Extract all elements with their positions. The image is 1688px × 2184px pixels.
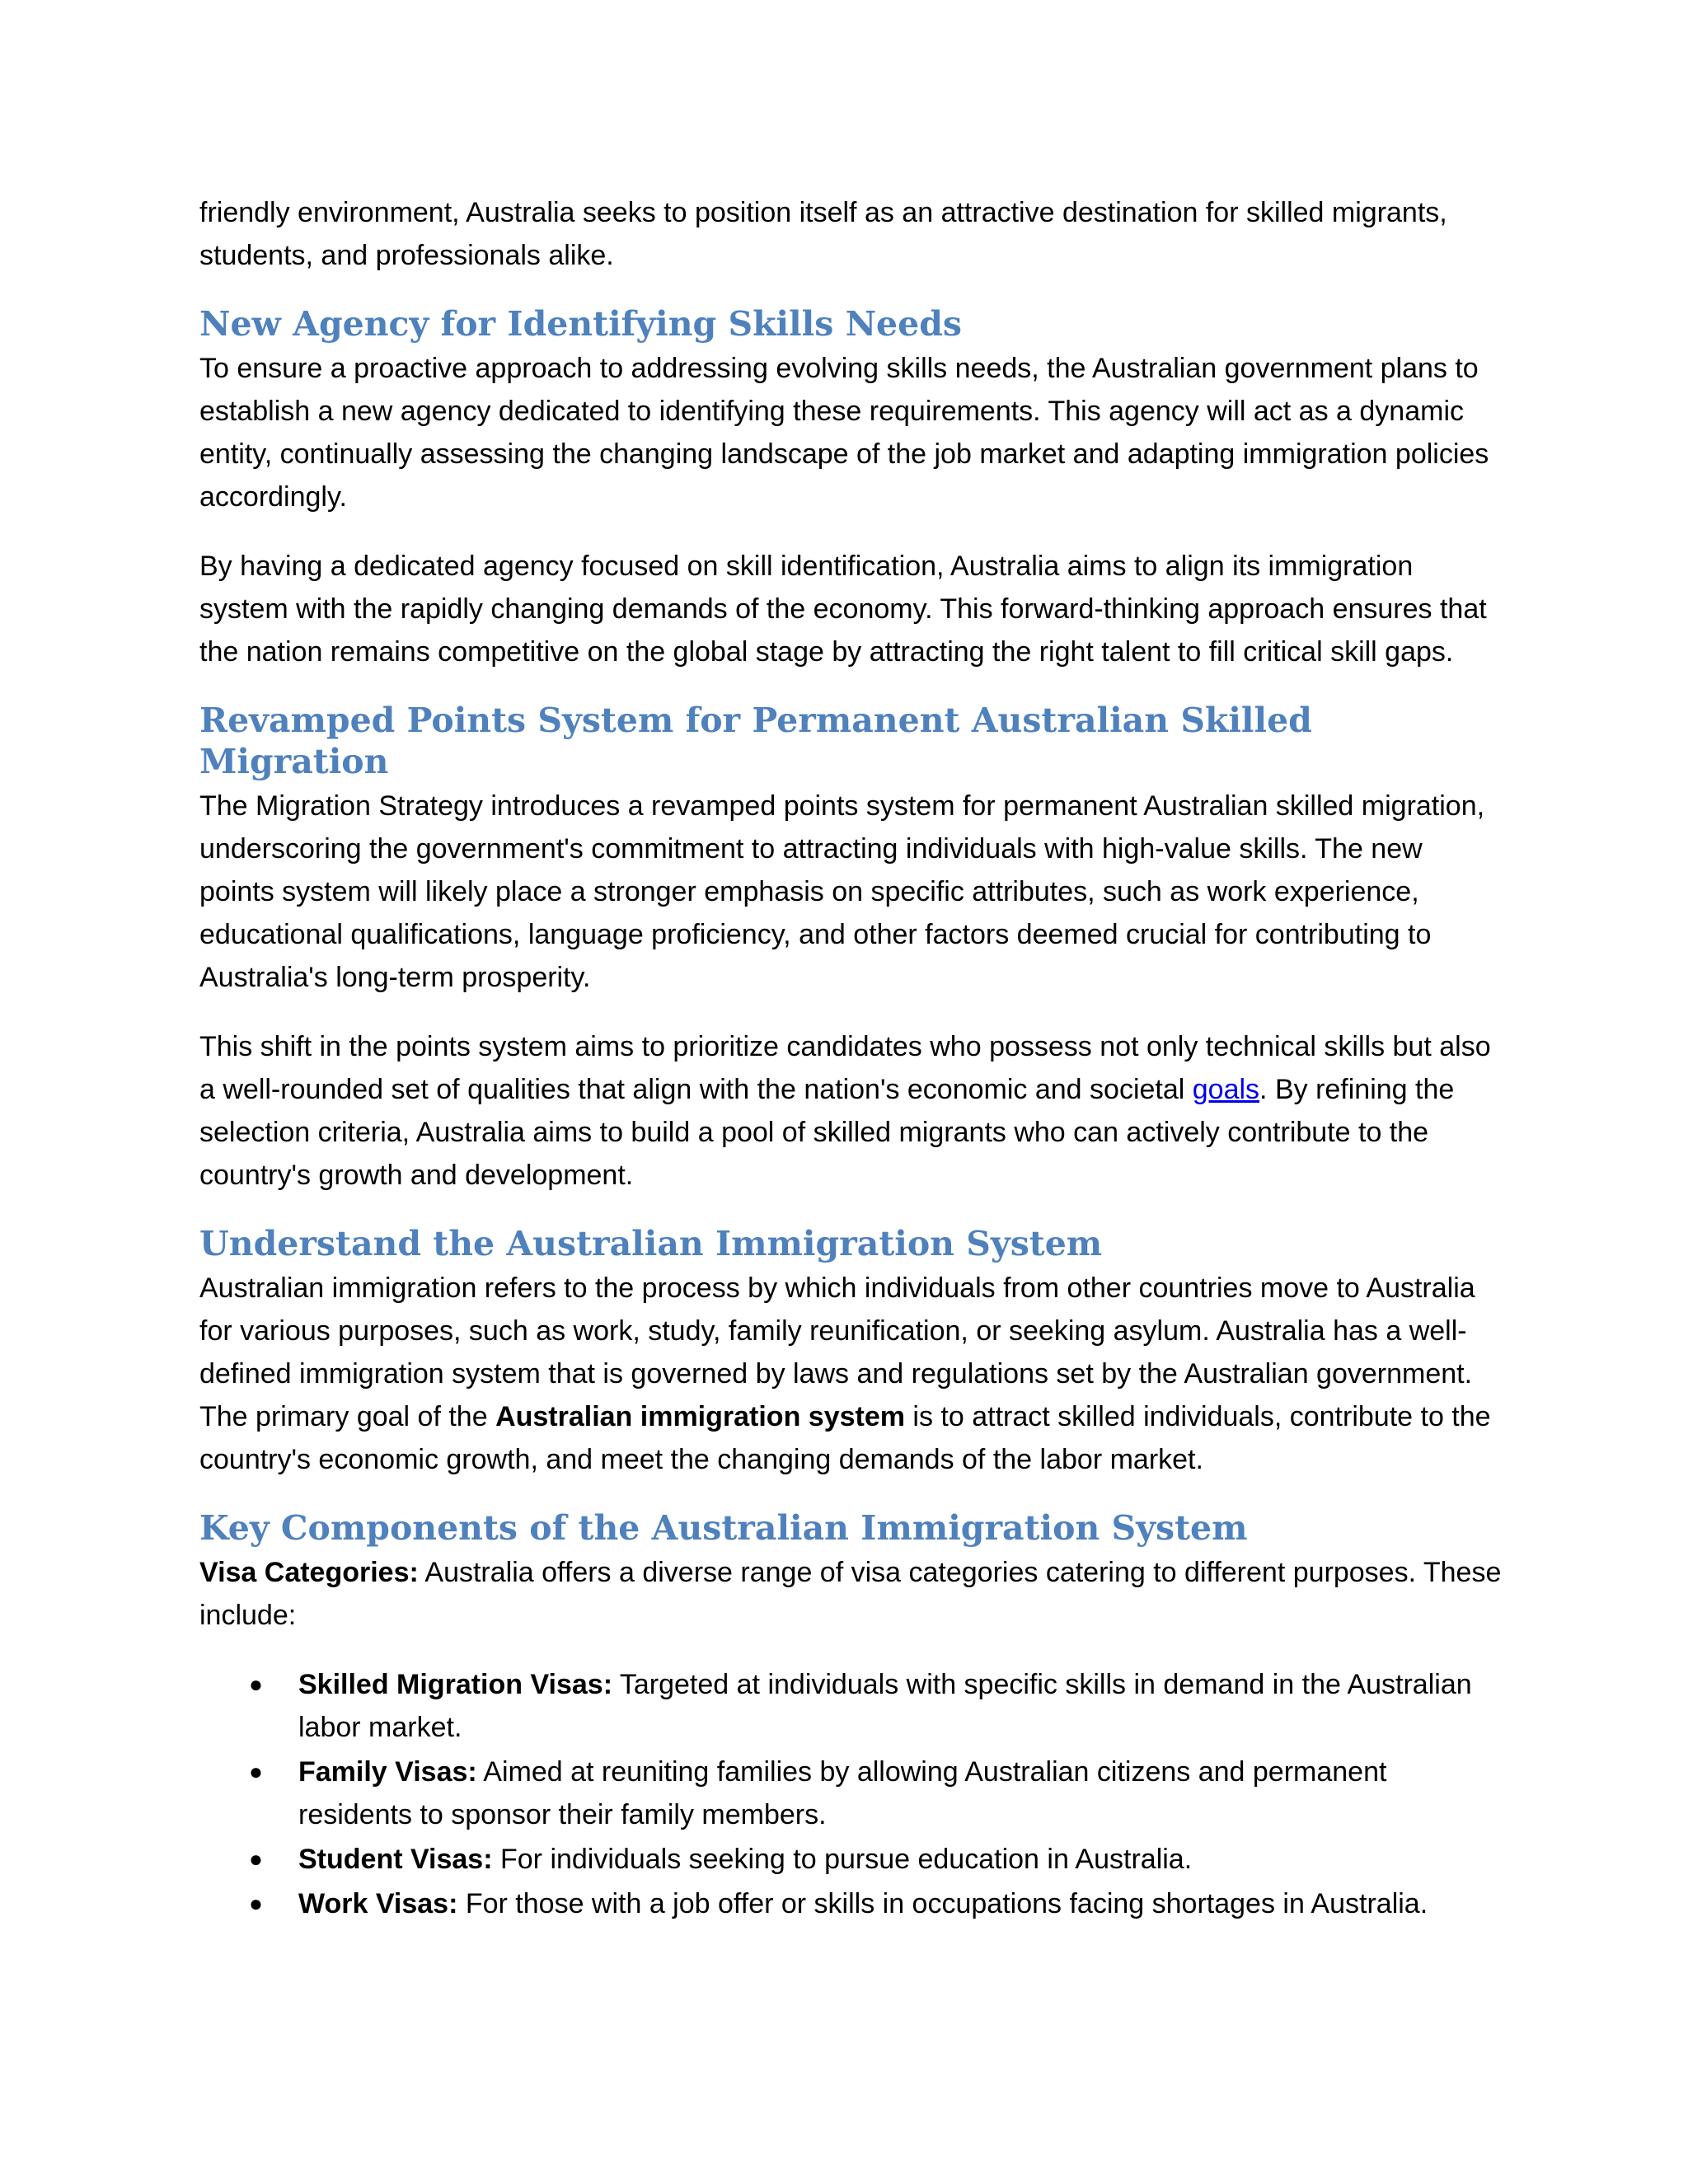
bullet-icon: ● [249, 1891, 263, 1916]
list-item-title: Family Visas: [298, 1756, 477, 1788]
list-item-text: Targeted at individuals with specific skills in demand in the Australian labor market. [298, 1669, 1472, 1743]
list-item-text: Aimed at reuniting families by allowing Australian citizens and permanent residents to sponsor their family members. [298, 1756, 1387, 1830]
points-system-text-after-link: . By refining the selection criteria, Australia aims to build a pool of skilled migrants who can actively contribute to the country's growth and development. [199, 1074, 1455, 1191]
points-system-paragraph-1: The Migration Strategy introduces a revamped points system for permanent Australian skilled migration, underscoring the government's commitment to attracting individuals with high-value skills. The new points system will likely place a stronger emphasis on specific attributes, such as work experience, educational qualifications, language proficiency, and other factors deemed crucial for contributing to Australia's long-term prosperity. [199, 790, 1485, 993]
section-heading-points-system: Revamped Points System for Permanent Australian Skilled Migration [199, 701, 1312, 781]
section-heading-skills-agency: New Agency for Identifying Skills Needs [199, 304, 962, 344]
list-item-text: For individuals seeking to pursue education in Australia. [492, 1844, 1193, 1875]
immigration-system-paragraph [199, 1267, 1502, 1481]
section-heading-immigration-system: Understand the Australian Immigration System [199, 1224, 1103, 1263]
list-item-title: Student Visas: [298, 1844, 493, 1875]
section-heading-key-components: Key Components of the Australian Immigration System [199, 1508, 1248, 1548]
bullet-icon: ● [249, 1759, 263, 1784]
immigration-text-before-bold: Australian immigration refers to the process by which individuals from other countries move to Australia for various purposes, such as work, study, family reunification, or seeking asylum. Australia has a well-defined immigration system that is governed by laws and regulations set by the Australian government. The primary goal of the [199, 1272, 1475, 1432]
immigration-text-after-bold: is to attract skilled individuals, contribute to the country's economic growth, and meet the changing demands of the labor market. [199, 1401, 1491, 1475]
skills-agency-paragraph-2: By having a dedicated agency focused on skill identification, Australia aims to align its immigration system with the rapidly changing demands of the economy. This forward-thinking approach ensures that the nation remains competitive on the global stage by attracting the right talent to fill critical skill gaps. [199, 551, 1487, 668]
list-item [249, 1838, 1502, 1881]
visa-categories-label: Visa Categories: [199, 1557, 419, 1588]
intro-paragraph: friendly environment, Australia seeks to position itself as an attractive destination for skilled migrants, students, and professionals alike. [199, 197, 1447, 271]
list-item-title: Skilled Migration Visas: [298, 1669, 613, 1700]
points-system-paragraph-2 [199, 1025, 1502, 1197]
bullet-icon: ● [249, 1846, 263, 1872]
bullet-icon: ● [249, 1671, 263, 1697]
document-page [199, 191, 1502, 1927]
list-item [249, 1750, 1502, 1836]
skills-agency-paragraph-1: To ensure a proactive approach to addressing evolving skills needs, the Australian government plans to establish a new agency dedicated to identifying these requirements. This agency will act as a dynamic entity, continually assessing the changing landscape of the job market and adapting immigration policies accordingly. [199, 353, 1489, 513]
visa-categories-paragraph [199, 1551, 1502, 1637]
points-system-text-before-link: This shift in the points system aims to prioritize candidates who possess not only technical skills but also a well-rounded set of qualities that align with the nation's economic and societal [199, 1031, 1491, 1105]
list-item [249, 1882, 1502, 1925]
immigration-system-bold: Australian immigration system [495, 1401, 905, 1432]
visa-categories-list [199, 1663, 1502, 1925]
visa-categories-text: Australia offers a diverse range of visa categories catering to different purposes. These include: [199, 1557, 1502, 1631]
goals-link[interactable]: goals [1192, 1074, 1260, 1105]
list-item [249, 1663, 1502, 1749]
list-item-title: Work Visas: [298, 1888, 458, 1919]
list-item-text: For those with a job offer or skills in occupations facing shortages in Australia. [457, 1888, 1428, 1919]
